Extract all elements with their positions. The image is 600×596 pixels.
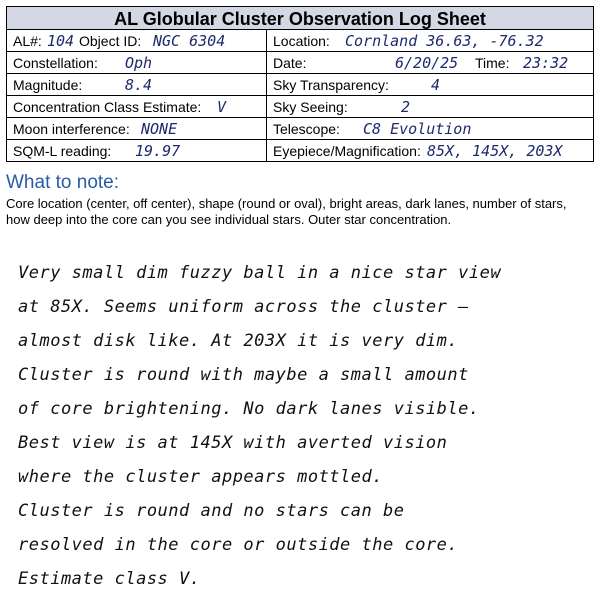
moon-value[interactable]: NONE <box>141 120 178 138</box>
concentration-field <box>6 96 266 118</box>
eyepiece-value[interactable]: 85X, 145X, 203X <box>427 142 563 160</box>
time-value[interactable]: 23:32 <box>523 54 569 72</box>
magnitude-field <box>6 74 266 96</box>
al-object-field <box>6 30 266 52</box>
moon-field <box>6 118 266 140</box>
moon-label: Moon interference: <box>13 121 130 137</box>
observation-notes <box>18 256 588 596</box>
sheet-title: AL Globular Cluster Observation Log Sheet <box>6 6 594 30</box>
time-label: Time: <box>475 55 510 71</box>
sqm-label: SQM-L reading: <box>13 143 112 159</box>
journal-line: Cluster is round with maybe a small amount <box>18 365 469 385</box>
notes-instructions: Core location (center, off center), shape (round or oval), bright areas, dark lanes, number of stars, how deep into the core can you see individual stars. Outer star concentration. <box>6 196 567 227</box>
al-value[interactable]: 104 <box>47 32 75 50</box>
eyepiece-field <box>266 140 594 162</box>
log-sheet <box>6 6 594 162</box>
seeing-value[interactable]: 2 <box>401 98 411 116</box>
eyepiece-label: Eyepiece/Magnification: <box>273 143 421 159</box>
object-label: Object ID: <box>79 33 142 49</box>
sqm-value[interactable]: 19.97 <box>135 142 181 160</box>
date-label: Date: <box>273 55 307 71</box>
seeing-label: Sky Seeing: <box>273 99 348 115</box>
location-field <box>266 30 594 52</box>
constellation-value[interactable]: Oph <box>125 54 153 72</box>
info-grid <box>6 30 594 162</box>
journal-line: resolved in the core or outside the core. <box>18 535 459 555</box>
journal-line: Very small dim fuzzy ball in a nice star view <box>18 263 502 283</box>
seeing-field <box>266 96 594 118</box>
magnitude-value[interactable]: 8.4 <box>125 76 153 94</box>
journal-line: Estimate class V. <box>18 569 201 589</box>
journal-line: almost disk like. At 203X it is very dim. <box>18 331 459 351</box>
transparency-field <box>266 74 594 96</box>
al-label: AL#: <box>13 33 42 49</box>
concentration-label: Concentration Class Estimate: <box>13 99 202 115</box>
object-value[interactable]: NGC 6304 <box>153 32 226 50</box>
transparency-value[interactable]: 4 <box>431 76 441 94</box>
journal-line: where the cluster appears mottled. <box>18 467 383 487</box>
journal-line: of core brightening. No dark lanes visible. <box>18 399 480 419</box>
date-value[interactable]: 6/20/25 <box>395 54 459 72</box>
constellation-field <box>6 52 266 74</box>
journal-line: Best view is at 145X with averted vision <box>18 433 448 453</box>
date-time-field <box>266 52 594 74</box>
journal-line: at 85X. Seems uniform across the cluster – <box>18 297 469 317</box>
concentration-value[interactable]: V <box>217 98 227 116</box>
telescope-value[interactable]: C8 Evolution <box>363 120 472 138</box>
transparency-label: Sky Transparency: <box>273 77 389 93</box>
notes-heading: What to note: <box>6 172 120 193</box>
journal-line: Cluster is round and no stars can be <box>18 501 405 521</box>
constellation-label: Constellation: <box>13 55 98 71</box>
telescope-label: Telescope: <box>273 121 340 137</box>
telescope-field <box>266 118 594 140</box>
sqm-field <box>6 140 266 162</box>
location-value[interactable]: Cornland 36.63, -76.32 <box>345 32 544 50</box>
magnitude-label: Magnitude: <box>13 77 83 93</box>
location-label: Location: <box>273 33 330 49</box>
